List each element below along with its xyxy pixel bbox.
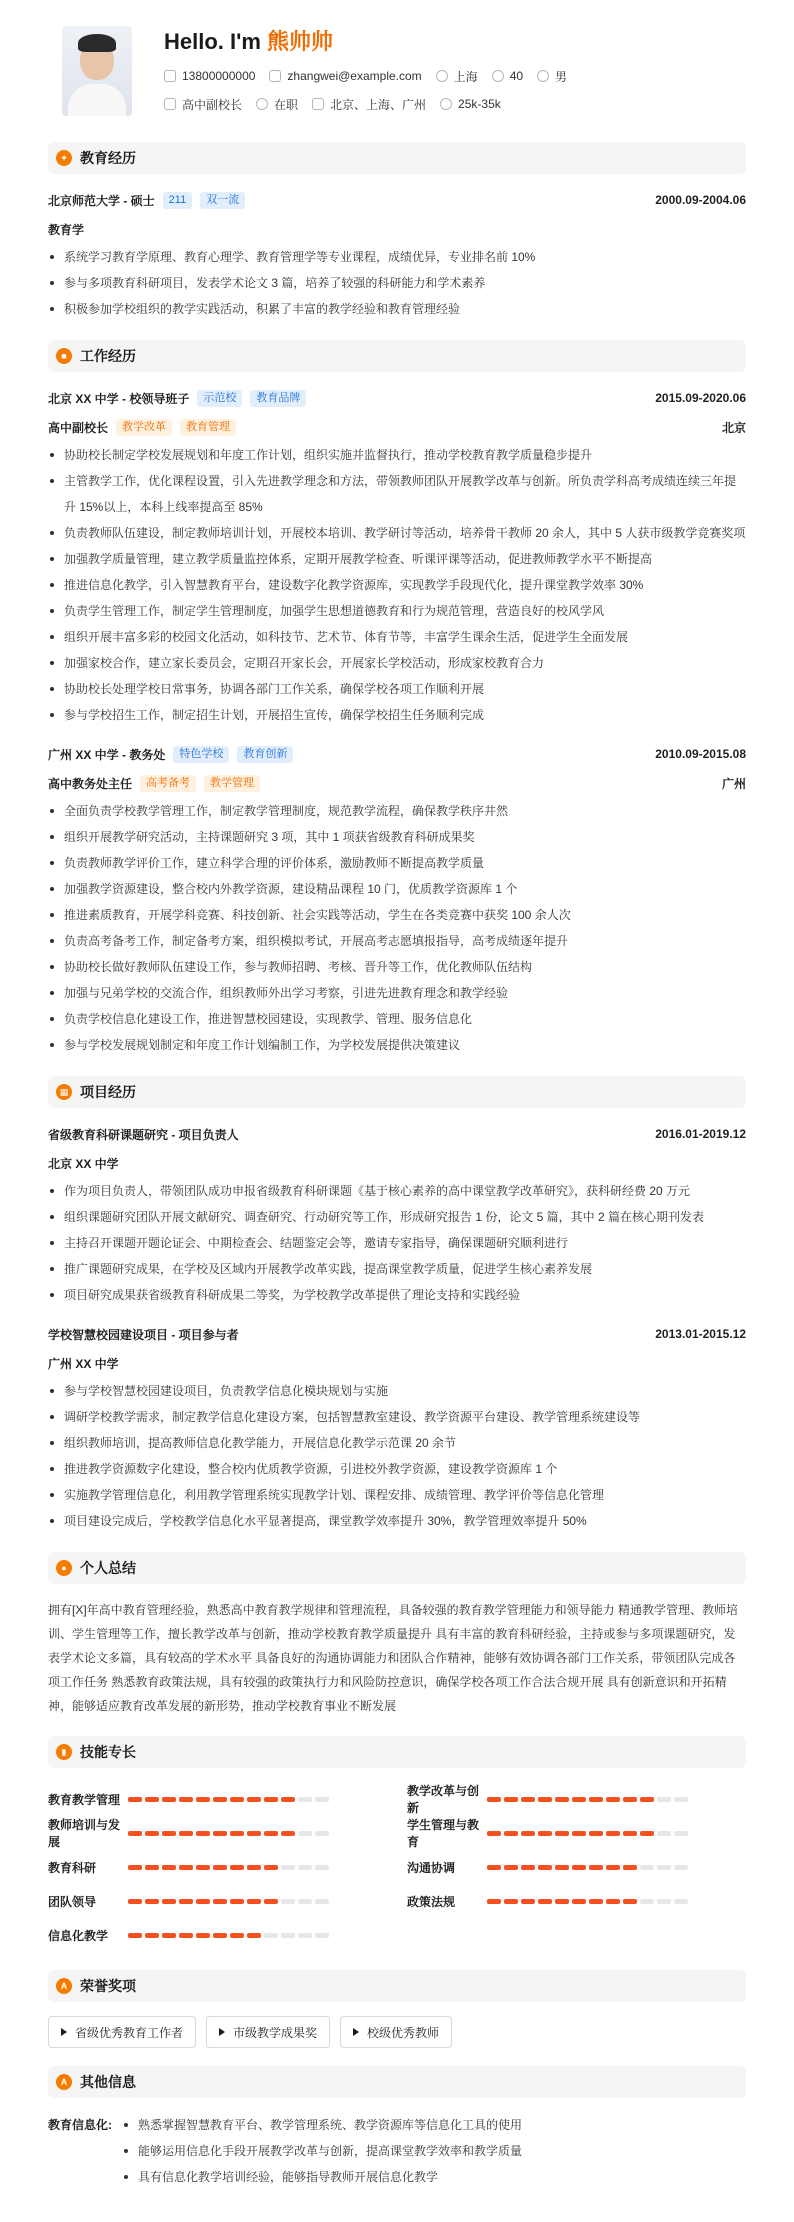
skill-segment <box>640 1865 654 1870</box>
skill-segment <box>162 1797 176 1802</box>
list-item: 加强教学资源建设，整合校内外教学资源，建设精品课程 10 门，优质教学资源库 1 个 <box>48 876 746 902</box>
skill-segment <box>196 1865 210 1870</box>
skill-segment <box>162 1933 176 1938</box>
skill-segment <box>128 1933 142 1938</box>
skill-segment <box>264 1831 278 1836</box>
work-section-header <box>48 340 746 372</box>
education-section-header <box>48 142 746 174</box>
skill-item <box>48 1782 387 1816</box>
play-icon <box>219 2028 225 2036</box>
skill-segment <box>247 1865 261 1870</box>
role-name: 高中教务处主任 <box>48 776 133 791</box>
skill-segment <box>538 1797 552 1802</box>
skill-segment <box>555 1797 569 1802</box>
phone-icon <box>164 70 176 82</box>
skill-segment <box>230 1899 244 1904</box>
company-tag: 示范校 <box>197 390 242 407</box>
skill-segment <box>555 1831 569 1836</box>
list-item: 积极参加学校组织的教学实践活动，积累了丰富的教学经验和教育管理经验 <box>48 296 746 322</box>
skill-item <box>48 1850 387 1884</box>
project-list <box>48 1178 746 1308</box>
list-item: 加强家校合作，建立家长委员会，定期召开家长会，开展家长学校活动，形成家校教育合力 <box>48 650 746 676</box>
skill-level-bar <box>487 1831 688 1836</box>
person-name: 熊帅帅 <box>267 29 334 54</box>
skill-segment <box>589 1797 603 1802</box>
email-item <box>269 69 421 83</box>
list-item: 参与学校智慧校园建设项目，负责教学信息化模块规划与实施 <box>48 1378 746 1404</box>
summary-text: 拥有[X]年高中教育管理经验，熟悉高中教育教学规律和管理流程，具备较强的教育教学管理能力和领导能力 精通教学管理、教师培训、学生管理等工作，擅长教学改革与创新，推动学校教育教学质量提升 具有丰富的教育科研经验，主持或参与多项课题研究，发表学术论文多篇，具有较高的学术水平 具备良好的沟通协调能力和团队合作精神，能够有效协调各部门工作关系，带领团队完成各项工作任务 熟悉教育政策法规，具有较强的政策执行力和风险防控意识，确保学校各项工作合法合规开展 具有创新意识和开拓精神，能够适应教育改革发展的新形势，推动学校教育事业不断发展 <box>48 1603 739 1713</box>
skill-segment <box>538 1865 552 1870</box>
list-item: 调研学校教学需求，制定教学信息化建设方案，包括智慧教室建设、教学资源平台建设、教学管理系统建设等 <box>48 1404 746 1430</box>
skill-segment <box>555 1899 569 1904</box>
job-row <box>164 94 581 114</box>
position-text: 高中副校长 <box>182 97 243 112</box>
section-title: 教育经历 <box>80 150 136 166</box>
salary-text: 25k-35k <box>458 97 501 111</box>
list-item: 加强与兄弟学校的交流合作，组织教师外出学习考察，引进先进教育理念和教学经验 <box>48 980 746 1006</box>
skills-section-header <box>48 1736 746 1768</box>
skill-segment <box>623 1797 637 1802</box>
skill-segment <box>213 1865 227 1870</box>
skill-segment <box>281 1797 295 1802</box>
skill-level-bar <box>128 1899 329 1904</box>
skill-segment <box>572 1831 586 1836</box>
skill-segment <box>640 1831 654 1836</box>
skill-level-bar <box>128 1797 329 1802</box>
skill-segment <box>674 1831 688 1836</box>
skill-segment <box>623 1831 637 1836</box>
email-text: zhangwei@example.com <box>287 69 422 83</box>
skill-segment <box>145 1933 159 1938</box>
list-item: 负责高考备考工作，制定备考方案，组织模拟考试，开展高考志愿填报指导，高考成绩逐年提升 <box>48 928 746 954</box>
skill-segment <box>521 1899 535 1904</box>
skill-segment <box>521 1831 535 1836</box>
list-item: 项目建设完成后，学校教学信息化水平显著提高，课堂教学效率提升 30%，教学管理效率提升 50% <box>48 1508 746 1534</box>
skill-segment <box>298 1797 312 1802</box>
list-item: 具有信息化教学培训经验，能够指导教师开展信息化教学 <box>122 2164 522 2190</box>
skill-segment <box>128 1797 142 1802</box>
skill-segment <box>674 1797 688 1802</box>
city-text: 上海 <box>453 69 478 84</box>
skill-segment <box>606 1865 620 1870</box>
skill-segment <box>315 1865 329 1870</box>
play-icon <box>353 2028 359 2036</box>
skill-segment <box>589 1865 603 1870</box>
list-item: 主持召开课题开题论证会、中期检查会、结题鉴定会等，邀请专家指导，确保课题研究顺利进行 <box>48 1230 746 1256</box>
skill-segment <box>555 1865 569 1870</box>
list-item: 参与多项教育科研项目，发表学术论文 3 篇，培养了较强的科研能力和学术素养 <box>48 270 746 296</box>
avatar <box>62 26 132 116</box>
skill-segment <box>230 1797 244 1802</box>
list-item: 参与学校招生工作，制定招生计划，开展招生宣传，确保学校招生任务顺利完成 <box>48 702 746 728</box>
skill-segment <box>162 1899 176 1904</box>
work-list <box>48 798 746 1058</box>
skill-level-bar <box>128 1831 329 1836</box>
list-item: 推进素质教育，开展学科竞赛、科技创新、社会实践等活动，学生在各类竞赛中获奖 100 余人次 <box>48 902 746 928</box>
skill-name: 教师培训与发展 <box>48 1818 121 1849</box>
skill-segment <box>572 1865 586 1870</box>
skill-segment <box>179 1797 193 1802</box>
projects-section-header <box>48 1076 746 1108</box>
major: 教育学 <box>48 222 85 237</box>
section-title: 项目经历 <box>80 1084 136 1100</box>
city-item <box>436 68 478 85</box>
section-title: 工作经历 <box>80 348 136 364</box>
skill-item <box>407 1884 746 1918</box>
target-city-item <box>312 96 426 113</box>
resume-header <box>48 0 746 128</box>
briefcase-icon <box>164 98 176 110</box>
status-text: 在职 <box>274 97 299 112</box>
list-item: 协助校长做好教师队伍建设工作，参与教师招聘、考核、晋升等工作，优化教师队伍结构 <box>48 954 746 980</box>
skill-name: 教学改革与创新 <box>407 1784 480 1815</box>
skill-segment <box>128 1899 142 1904</box>
list-item: 推进信息化教学，引入智慧教育平台，建设数字化教学资源库，实现教学手段现代化，提升课堂教学效率 30% <box>48 572 746 598</box>
skill-name: 团队领导 <box>48 1894 97 1909</box>
skill-segment <box>230 1831 244 1836</box>
skill-segment <box>196 1899 210 1904</box>
skill-segment <box>657 1865 671 1870</box>
skill-item <box>48 1884 387 1918</box>
skill-segment <box>606 1831 620 1836</box>
school-name: 北京师范大学 - 硕士 <box>48 193 155 208</box>
skill-segment <box>145 1797 159 1802</box>
phone-text: 13800000000 <box>182 69 256 83</box>
project-list <box>48 1378 746 1534</box>
list-item: 作为项目负责人，带领团队成功申报省级教育科研课题《基于核心素养的高中课堂教学改革研究》，获科研经费 20 万元 <box>48 1178 746 1204</box>
list-item: 项目研究成果获省级教育科研成果二等奖，为学校教学改革提供了理论支持和实践经验 <box>48 1282 746 1308</box>
skill-segment <box>247 1899 261 1904</box>
role-tag: 高考备考 <box>140 775 196 792</box>
skill-segment <box>589 1899 603 1904</box>
gender-item <box>537 68 567 85</box>
other-label: 教育信息化: <box>48 2118 112 2132</box>
list-item: 协助校长制定学校发展规划和年度工作计划，组织实施并监督执行，推动学校教育教学质量稳步提升 <box>48 442 746 468</box>
project-org: 广州 XX 中学 <box>48 1356 119 1371</box>
award-label: 校级优秀教师 <box>367 2025 440 2040</box>
role-tag: 教育管理 <box>180 419 236 436</box>
skill-segment <box>487 1831 501 1836</box>
skill-segment <box>247 1831 261 1836</box>
skill-segment <box>247 1933 261 1938</box>
list-item: 组织课题研究团队开展文献研究、调查研究、行动研究等工作，形成研究报告 1 份，论文 5 篇，其中 2 篇在核心期刊发表 <box>48 1204 746 1230</box>
work-entry <box>48 744 746 1058</box>
section-title: 个人总结 <box>80 1560 136 1576</box>
skill-segment <box>298 1831 312 1836</box>
skill-segment <box>538 1899 552 1904</box>
list-item: 推广课题研究成果，在学校及区域内开展教学改革实践，提高课堂教学质量，促进学生核心素养发展 <box>48 1256 746 1282</box>
skill-segment <box>315 1797 329 1802</box>
header-info <box>164 26 581 114</box>
project-date: 2013.01-2015.12 <box>655 1327 746 1341</box>
skill-segment <box>298 1933 312 1938</box>
skill-segment <box>606 1899 620 1904</box>
skill-segment <box>179 1899 193 1904</box>
list-item: 能够运用信息化手段开展教学改革与创新，提高课堂教学效率和教学质量 <box>122 2138 522 2164</box>
list-item: 组织开展教学研究活动，主持课题研究 3 项，其中 1 项获省级教育科研成果奖 <box>48 824 746 850</box>
skill-segment <box>145 1831 159 1836</box>
skill-segment <box>315 1899 329 1904</box>
gender-text: 男 <box>555 69 568 84</box>
award-chip <box>340 2016 452 2048</box>
skill-segment <box>145 1899 159 1904</box>
skill-level-bar <box>487 1899 688 1904</box>
skill-segment <box>179 1831 193 1836</box>
project-name: 省级教育科研课题研究 - 项目负责人 <box>48 1127 239 1142</box>
school-tag: 双一流 <box>200 192 245 209</box>
skill-level-bar <box>487 1865 688 1870</box>
award-chip <box>48 2016 196 2048</box>
award-label: 省级优秀教育工作者 <box>75 2025 184 2040</box>
skill-segment <box>315 1831 329 1836</box>
skill-segment <box>230 1933 244 1938</box>
skill-name: 教育教学管理 <box>48 1792 121 1807</box>
skill-segment <box>179 1865 193 1870</box>
skill-segment <box>281 1933 295 1938</box>
role-name: 高中副校长 <box>48 420 109 435</box>
other-info <box>48 2112 746 2190</box>
skill-segment <box>179 1933 193 1938</box>
project-icon: ▦ <box>56 1084 72 1100</box>
skill-segment <box>213 1831 227 1836</box>
skill-name: 教育科研 <box>48 1860 97 1875</box>
skill-item <box>48 1918 387 1952</box>
list-item: 系统学习教育学原理、教育心理学、教育管理学等专业课程，成绩优异，专业排名前 10% <box>48 244 746 270</box>
education-icon: ✦ <box>56 150 72 166</box>
skill-segment <box>213 1797 227 1802</box>
briefcase-icon: ■ <box>56 348 72 364</box>
list-item: 负责教师教学评价工作，建立科学合理的评价体系，激励教师不断提高教学质量 <box>48 850 746 876</box>
skill-name: 政策法规 <box>407 1894 456 1909</box>
skill-segment <box>315 1933 329 1938</box>
skill-segment <box>247 1797 261 1802</box>
work-date: 2010.09-2015.08 <box>655 747 746 761</box>
skill-segment <box>298 1865 312 1870</box>
skill-item <box>407 1782 746 1816</box>
skill-segment <box>281 1899 295 1904</box>
skill-item <box>407 1850 746 1884</box>
list-item: 组织开展丰富多彩的校园文化活动，如科技节、艺术节、体育节等，丰富学生课余生活，促进学生全面发展 <box>48 624 746 650</box>
list-item: 负责学校信息化建设工作，推进智慧校园建设，实现教学、管理、服务信息化 <box>48 1006 746 1032</box>
mail-icon <box>269 70 281 82</box>
contact-row <box>164 66 581 86</box>
skill-segment <box>298 1899 312 1904</box>
section-title: 荣誉奖项 <box>80 1978 136 1994</box>
company-name: 广州 XX 中学 - 教务处 <box>48 747 166 762</box>
list-item: 推进教学资源数字化建设，整合校内优质教学资源，引进校外教学资源，建设教学资源库 1 个 <box>48 1456 746 1482</box>
skill-segment <box>487 1899 501 1904</box>
skill-segment <box>264 1865 278 1870</box>
award-chip <box>206 2016 330 2048</box>
skills-grid <box>48 1782 746 1952</box>
other-list <box>122 2112 522 2190</box>
school-tag: 211 <box>163 192 193 209</box>
skill-item <box>48 1816 387 1850</box>
work-entry <box>48 388 746 728</box>
skill-segment <box>623 1865 637 1870</box>
skill-segment <box>487 1865 501 1870</box>
target-city-text: 北京、上海、广州 <box>330 97 427 112</box>
skill-segment <box>572 1899 586 1904</box>
skill-name: 学生管理与教育 <box>407 1818 480 1849</box>
list-item: 参与学校发展规划制定和年度工作计划编制工作，为学校发展提供决策建议 <box>48 1032 746 1058</box>
skill-segment <box>657 1797 671 1802</box>
work-location: 北京 <box>721 420 746 435</box>
status-icon <box>256 98 268 110</box>
skill-segment <box>521 1797 535 1802</box>
skill-segment <box>657 1831 671 1836</box>
summary-section-header <box>48 1552 746 1584</box>
age-text: 40 <box>509 69 524 83</box>
skill-segment <box>623 1899 637 1904</box>
skill-segment <box>538 1831 552 1836</box>
award-icon: A <box>56 1978 72 1994</box>
skill-segment <box>281 1831 295 1836</box>
project-entry <box>48 1124 746 1308</box>
list-item: 实施教学管理信息化，利用教学管理系统实现教学计划、课程安排、成绩管理、教学评价等信息化管理 <box>48 1482 746 1508</box>
skill-level-bar <box>128 1933 329 1938</box>
skill-name: 沟通协调 <box>407 1860 456 1875</box>
skill-segment <box>504 1797 518 1802</box>
work-location: 广州 <box>721 776 746 791</box>
skill-name: 信息化教学 <box>48 1928 109 1943</box>
skill-segment <box>264 1797 278 1802</box>
education-list <box>48 244 746 322</box>
skill-segment <box>606 1797 620 1802</box>
list-item: 协助校长处理学校日常事务，协调各部门工作关系，确保学校各项工作顺利开展 <box>48 676 746 702</box>
skill-segment <box>196 1933 210 1938</box>
work-date: 2015.09-2020.06 <box>655 391 746 405</box>
skill-segment <box>162 1865 176 1870</box>
skill-segment <box>128 1865 142 1870</box>
list-item: 负责学生管理工作，制定学生管理制度，加强学生思想道德教育和行为规范管理，营造良好的校风学风 <box>48 598 746 624</box>
salary-icon <box>440 98 452 110</box>
skill-segment <box>674 1899 688 1904</box>
skill-segment <box>572 1797 586 1802</box>
skill-segment <box>196 1831 210 1836</box>
list-item: 组织教师培训，提高教师信息化教学能力，开展信息化教学示范课 20 余节 <box>48 1430 746 1456</box>
skill-segment <box>521 1865 535 1870</box>
role-tag: 教学管理 <box>204 775 260 792</box>
home-icon <box>436 70 448 82</box>
list-item: 主管教学工作，优化课程设置，引入先进教学理念和方法，带领教师团队开展教学改革与创新。所负责学科高考成绩连续三年提升 15%以上，本科上线率提高至 85% <box>48 468 746 520</box>
skill-segment <box>640 1797 654 1802</box>
age-item <box>492 69 523 83</box>
skill-segment <box>213 1933 227 1938</box>
skill-segment <box>504 1865 518 1870</box>
skill-segment <box>281 1865 295 1870</box>
skill-segment <box>264 1899 278 1904</box>
skill-segment <box>196 1797 210 1802</box>
company-tag: 教育创新 <box>237 746 293 763</box>
section-title: 技能专长 <box>80 1744 136 1760</box>
skill-segment <box>504 1831 518 1836</box>
list-item: 全面负责学校教学管理工作，制定教学管理制度，规范教学流程，确保教学秩序井然 <box>48 798 746 824</box>
skill-segment <box>128 1831 142 1836</box>
phone-item <box>164 69 255 83</box>
skill-level-bar <box>487 1797 688 1802</box>
skill-segment <box>230 1865 244 1870</box>
awards-row <box>48 2016 746 2048</box>
skill-segment <box>264 1933 278 1938</box>
list-item: 熟悉掌握智慧教育平台、教学管理系统、教学资源库等信息化工具的使用 <box>122 2112 522 2138</box>
skill-segment <box>589 1831 603 1836</box>
position-item <box>164 96 242 113</box>
skill-segment <box>487 1797 501 1802</box>
greeting-text: Hello. I'm <box>164 29 261 54</box>
skill-segment <box>640 1899 654 1904</box>
work-list <box>48 442 746 728</box>
skill-segment <box>213 1899 227 1904</box>
skill-segment <box>657 1899 671 1904</box>
list-item: 加强教学质量管理，建立教学质量监控体系，定期开展教学检查、听课评课等活动，促进教师教学水平不断提高 <box>48 546 746 572</box>
skill-segment <box>674 1865 688 1870</box>
skill-segment <box>504 1899 518 1904</box>
role-tag: 教学改革 <box>116 419 172 436</box>
info-icon: A <box>56 2074 72 2090</box>
greeting <box>164 26 581 58</box>
skill-item <box>407 1816 746 1850</box>
salary-item <box>440 97 501 111</box>
company-tag: 特色学校 <box>173 746 229 763</box>
project-name: 学校智慧校园建设项目 - 项目参与者 <box>48 1327 239 1342</box>
project-entry <box>48 1324 746 1534</box>
location-icon <box>312 98 324 110</box>
company-tag: 教育品牌 <box>250 390 306 407</box>
status-item <box>256 96 298 113</box>
skill-segment <box>162 1831 176 1836</box>
age-icon <box>492 70 504 82</box>
company-name: 北京 XX 中学 - 校领导班子 <box>48 391 190 406</box>
other-section-header <box>48 2066 746 2098</box>
section-title: 其他信息 <box>80 2074 136 2090</box>
education-entry <box>48 190 746 322</box>
skill-level-bar <box>128 1865 329 1870</box>
project-date: 2016.01-2019.12 <box>655 1127 746 1141</box>
education-date: 2000.09-2004.06 <box>655 193 746 207</box>
project-org: 北京 XX 中学 <box>48 1156 119 1171</box>
skill-segment <box>145 1865 159 1870</box>
person-icon: ● <box>56 1560 72 1576</box>
honors-section-header <box>48 1970 746 2002</box>
award-label: 市级教学成果奖 <box>233 2025 318 2040</box>
play-icon <box>61 2028 67 2036</box>
gender-icon <box>537 70 549 82</box>
skills-icon: ▮ <box>56 1744 72 1760</box>
list-item: 负责教师队伍建设，制定教师培训计划，开展校本培训、教学研讨等活动，培养骨干教师 20 余人，其中 5 人获市级教学竞赛奖项 <box>48 520 746 546</box>
